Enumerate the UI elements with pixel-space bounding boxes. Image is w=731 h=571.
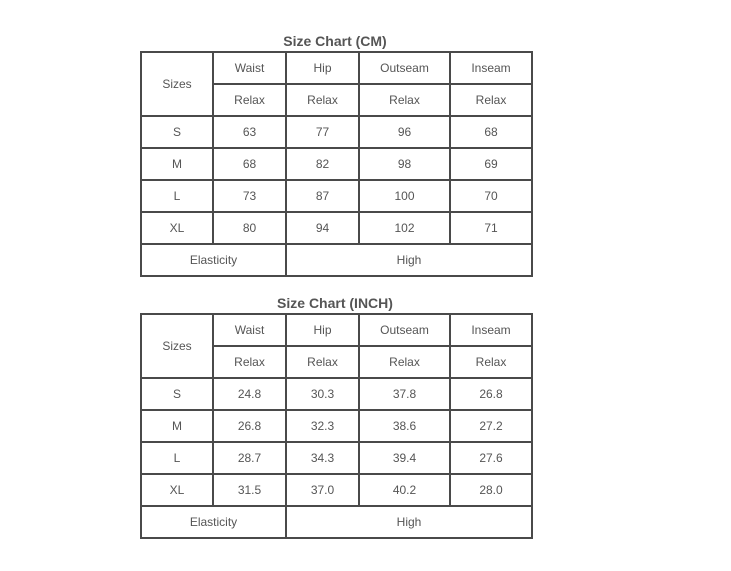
table-cell: 37.8 [359, 378, 450, 410]
table-cell: 63 [213, 116, 286, 148]
size-label: S [141, 116, 213, 148]
table-cell: 73 [213, 180, 286, 212]
table-cell: 37.0 [286, 474, 359, 506]
table-cell: 32.3 [286, 410, 359, 442]
table-cell: 100 [359, 180, 450, 212]
column-header-inseam: Inseam [450, 314, 532, 346]
elasticity-value: High [286, 506, 532, 538]
size-label: M [141, 410, 213, 442]
table-cell: 26.8 [213, 410, 286, 442]
table-cell: 102 [359, 212, 450, 244]
size-label: M [141, 148, 213, 180]
table-row [141, 116, 532, 148]
header-row [141, 314, 532, 346]
elasticity-label: Elasticity [141, 244, 286, 276]
table-cell: 80 [213, 212, 286, 244]
table-cell: 26.8 [450, 378, 532, 410]
table-cell: 82 [286, 148, 359, 180]
column-header-hip: Hip [286, 52, 359, 84]
table-cell: 77 [286, 116, 359, 148]
size-label: L [141, 442, 213, 474]
fit-cell: Relax [450, 346, 532, 378]
fit-cell: Relax [213, 84, 286, 116]
table-row [141, 212, 532, 244]
table-row [141, 410, 532, 442]
table-cell: 24.8 [213, 378, 286, 410]
table-cell: 94 [286, 212, 359, 244]
size-label: L [141, 180, 213, 212]
fit-cell: Relax [359, 346, 450, 378]
table-cell: 96 [359, 116, 450, 148]
fit-cell: Relax [286, 84, 359, 116]
table-row [141, 148, 532, 180]
size-label: XL [141, 212, 213, 244]
table-cell: 27.6 [450, 442, 532, 474]
table-row [141, 378, 532, 410]
sizes-header: Sizes [141, 52, 213, 116]
table-cell: 71 [450, 212, 532, 244]
table-cell: 87 [286, 180, 359, 212]
table-cell: 70 [450, 180, 532, 212]
table-cell: 40.2 [359, 474, 450, 506]
column-header-outseam: Outseam [359, 52, 450, 84]
table-cell: 30.3 [286, 378, 359, 410]
fit-cell: Relax [359, 84, 450, 116]
elasticity-row [141, 244, 532, 276]
column-header-hip: Hip [286, 314, 359, 346]
table-cell: 69 [450, 148, 532, 180]
table-cell: 28.0 [450, 474, 532, 506]
table-row [141, 180, 532, 212]
fit-cell: Relax [213, 346, 286, 378]
size-label: S [141, 378, 213, 410]
column-header-inseam: Inseam [450, 52, 532, 84]
fit-cell: Relax [450, 84, 532, 116]
table-cell: 68 [213, 148, 286, 180]
table-cell: 34.3 [286, 442, 359, 474]
chart-title-cm: Size Chart (CM) [283, 33, 387, 49]
table-cell: 28.7 [213, 442, 286, 474]
size-table-inch [140, 313, 533, 539]
table-row [141, 442, 532, 474]
size-label: XL [141, 474, 213, 506]
elasticity-label: Elasticity [141, 506, 286, 538]
elasticity-row [141, 506, 532, 538]
column-header-outseam: Outseam [359, 314, 450, 346]
column-header-waist: Waist [213, 314, 286, 346]
table-cell: 38.6 [359, 410, 450, 442]
table-cell: 31.5 [213, 474, 286, 506]
column-header-waist: Waist [213, 52, 286, 84]
table-cell: 68 [450, 116, 532, 148]
sizes-header: Sizes [141, 314, 213, 378]
chart-title-inch: Size Chart (INCH) [277, 295, 393, 311]
elasticity-value: High [286, 244, 532, 276]
table-cell: 27.2 [450, 410, 532, 442]
table-row [141, 474, 532, 506]
header-row [141, 52, 532, 84]
table-cell: 39.4 [359, 442, 450, 474]
table-cell: 98 [359, 148, 450, 180]
fit-cell: Relax [286, 346, 359, 378]
size-table-cm [140, 51, 533, 277]
